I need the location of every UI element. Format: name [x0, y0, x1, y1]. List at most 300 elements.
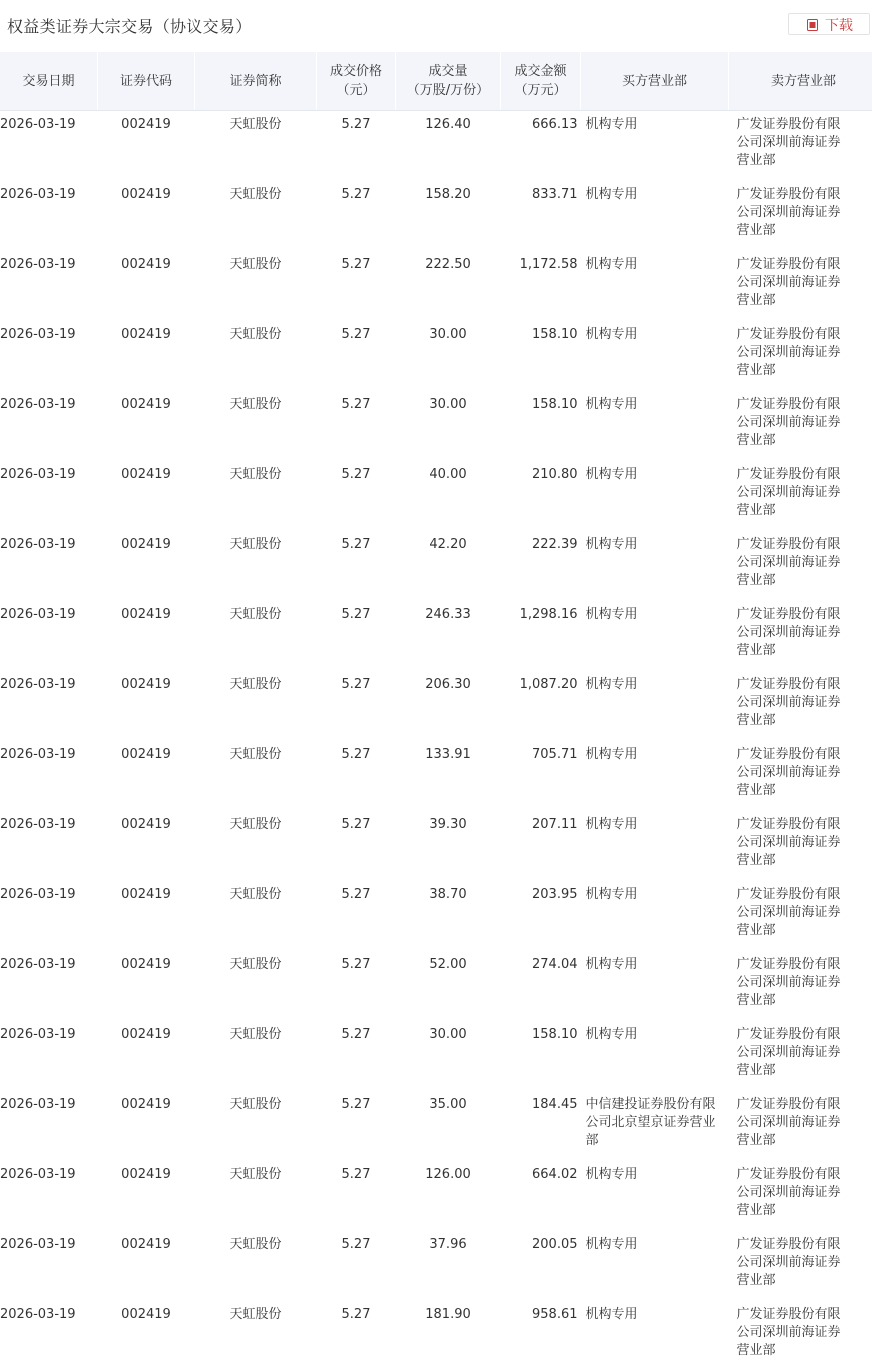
cell-seller [729, 881, 872, 951]
column-header-code: 证券代码 [98, 52, 195, 111]
cell-seller [729, 601, 872, 671]
cell-volume [396, 881, 501, 951]
cell-buyer-text: 机构专用 [585, 1236, 638, 1252]
cell-amount-text: 184.45 [532, 1096, 578, 1112]
cell-volume [396, 321, 501, 391]
cell-seller [729, 671, 872, 741]
cell-name [195, 1021, 317, 1091]
cell-volume [396, 601, 501, 671]
cell-amount [501, 601, 581, 671]
table-row [0, 881, 872, 951]
cell-price-text: 5.27 [341, 886, 371, 902]
cell-buyer [581, 881, 729, 951]
cell-seller-text: 广发证券股份有限公司深圳前海证券营业部 [736, 1096, 841, 1148]
cell-amount [501, 1021, 581, 1091]
cell-code-text: 002419 [121, 816, 171, 832]
cell-date-text: 2026-03-19 [0, 606, 76, 622]
download-button[interactable] [788, 13, 870, 35]
cell-buyer [581, 741, 729, 811]
page-header [0, 0, 872, 50]
cell-price-text: 5.27 [341, 676, 371, 692]
table-row [0, 1301, 872, 1371]
cell-seller [729, 1301, 872, 1371]
cell-amount-text: 705.71 [532, 746, 578, 762]
cell-amount [501, 531, 581, 601]
cell-amount-text: 274.04 [532, 956, 578, 972]
cell-buyer [581, 811, 729, 881]
cell-name [195, 671, 317, 741]
cell-name [195, 1161, 317, 1231]
cell-buyer-text: 机构专用 [585, 466, 638, 482]
cell-volume [396, 1021, 501, 1091]
cell-seller-text: 广发证券股份有限公司深圳前海证券营业部 [736, 816, 841, 868]
cell-code [98, 111, 195, 181]
cell-name [195, 181, 317, 251]
table-row [0, 111, 872, 181]
cell-amount-text: 666.13 [532, 117, 578, 132]
cell-name [195, 391, 317, 461]
cell-amount [501, 1091, 581, 1161]
cell-code-text: 002419 [121, 326, 171, 342]
cell-date-text: 2026-03-19 [0, 1306, 76, 1322]
cell-date [0, 391, 98, 461]
table-row [0, 181, 872, 251]
cell-amount [501, 951, 581, 1021]
cell-date-text: 2026-03-19 [0, 396, 76, 412]
cell-code-text: 002419 [121, 1096, 171, 1112]
cell-date [0, 881, 98, 951]
cell-name [195, 741, 317, 811]
cell-date [0, 251, 98, 321]
cell-buyer-text: 机构专用 [585, 746, 638, 762]
cell-name-text: 天虹股份 [229, 886, 282, 902]
cell-buyer-text: 机构专用 [585, 396, 638, 412]
cell-code [98, 1301, 195, 1371]
cell-amount [501, 671, 581, 741]
cell-volume [396, 391, 501, 461]
cell-code [98, 1021, 195, 1091]
cell-date-text: 2026-03-19 [0, 746, 76, 762]
cell-code [98, 1231, 195, 1301]
cell-amount-text: 222.39 [532, 536, 578, 552]
cell-buyer [581, 111, 729, 181]
cell-price [317, 811, 396, 881]
cell-name-text: 天虹股份 [229, 186, 282, 202]
cell-code-text: 002419 [121, 256, 171, 272]
cell-date-text: 2026-03-19 [0, 536, 76, 552]
cell-date [0, 111, 98, 181]
cell-volume-text: 30.00 [429, 326, 467, 342]
cell-amount-text: 1,172.58 [519, 256, 578, 272]
table-row [0, 531, 872, 601]
cell-price [317, 321, 396, 391]
cell-name [195, 951, 317, 1021]
cell-volume [396, 1091, 501, 1161]
cell-code-text: 002419 [121, 1026, 171, 1042]
cell-date [0, 1301, 98, 1371]
cell-name [195, 251, 317, 321]
cell-price [317, 391, 396, 461]
cell-seller-text: 广发证券股份有限公司深圳前海证券营业部 [736, 536, 841, 588]
cell-date [0, 321, 98, 391]
cell-price [317, 1091, 396, 1161]
cell-price-text: 5.27 [341, 326, 371, 342]
cell-amount [501, 321, 581, 391]
cell-volume [396, 461, 501, 531]
cell-date [0, 671, 98, 741]
cell-price [317, 181, 396, 251]
cell-date-text: 2026-03-19 [0, 256, 76, 272]
cell-seller [729, 531, 872, 601]
cell-buyer [581, 601, 729, 671]
cell-code [98, 181, 195, 251]
table-row [0, 1231, 872, 1301]
cell-seller [729, 1231, 872, 1301]
cell-price [317, 1301, 396, 1371]
cell-seller [729, 321, 872, 391]
cell-volume [396, 671, 501, 741]
cell-price-text: 5.27 [341, 1166, 371, 1182]
cell-buyer [581, 671, 729, 741]
cell-buyer-text: 机构专用 [585, 326, 638, 342]
cell-seller [729, 111, 872, 181]
cell-date-text: 2026-03-19 [0, 1166, 76, 1182]
cell-seller-text: 广发证券股份有限公司深圳前海证券营业部 [736, 396, 841, 448]
cell-seller [729, 1161, 872, 1231]
cell-code [98, 461, 195, 531]
cell-buyer-text: 机构专用 [585, 676, 638, 692]
cell-name-text: 天虹股份 [229, 676, 282, 692]
cell-code-text: 002419 [121, 396, 171, 412]
cell-name-text: 天虹股份 [229, 1166, 282, 1182]
cell-code [98, 601, 195, 671]
cell-price [317, 111, 396, 181]
table-row [0, 951, 872, 1021]
cell-volume-text: 206.30 [425, 676, 471, 692]
cell-amount-text: 200.05 [532, 1236, 578, 1252]
cell-price-text: 5.27 [341, 956, 371, 972]
cell-buyer [581, 461, 729, 531]
cell-amount [501, 251, 581, 321]
cell-name-text: 天虹股份 [229, 396, 282, 412]
cell-buyer-text: 机构专用 [585, 117, 638, 132]
cell-price [317, 461, 396, 531]
cell-volume-text: 30.00 [429, 1026, 467, 1042]
table-row [0, 671, 872, 741]
cell-seller-text: 广发证券股份有限公司深圳前海证券营业部 [736, 186, 841, 238]
cell-code [98, 951, 195, 1021]
cell-amount [501, 881, 581, 951]
cell-name-text: 天虹股份 [229, 816, 282, 832]
cell-amount [501, 391, 581, 461]
cell-name-text: 天虹股份 [229, 536, 282, 552]
cell-seller-text: 广发证券股份有限公司深圳前海证券营业部 [736, 676, 841, 728]
table-row [0, 321, 872, 391]
cell-amount-text: 158.10 [532, 1026, 578, 1042]
cell-seller-text: 广发证券股份有限公司深圳前海证券营业部 [736, 256, 841, 308]
download-label: 下载 [825, 17, 853, 33]
cell-code-text: 002419 [121, 606, 171, 622]
cell-date-text: 2026-03-19 [0, 186, 76, 202]
cell-volume-text: 158.20 [425, 186, 471, 202]
cell-name [195, 811, 317, 881]
cell-amount-text: 664.02 [532, 1166, 578, 1182]
block-trade-table [0, 52, 872, 1371]
cell-buyer [581, 951, 729, 1021]
cell-name [195, 111, 317, 181]
cell-volume-text: 40.00 [429, 466, 467, 482]
cell-buyer [581, 1231, 729, 1301]
cell-seller [729, 391, 872, 461]
cell-volume [396, 181, 501, 251]
cell-price-text: 5.27 [341, 1026, 371, 1042]
table-body [0, 111, 872, 1371]
cell-price [317, 251, 396, 321]
cell-price-text: 5.27 [341, 746, 371, 762]
cell-volume-text: 38.70 [429, 886, 467, 902]
table-row [0, 391, 872, 461]
cell-name [195, 1091, 317, 1161]
cell-volume-text: 52.00 [429, 956, 467, 972]
cell-amount [501, 741, 581, 811]
cell-price-text: 5.27 [341, 117, 371, 132]
cell-seller-text: 广发证券股份有限公司深圳前海证券营业部 [736, 746, 841, 798]
cell-code-text: 002419 [121, 746, 171, 762]
cell-code-text: 002419 [121, 886, 171, 902]
table-row [0, 1021, 872, 1091]
cell-price [317, 531, 396, 601]
cell-name [195, 461, 317, 531]
cell-name [195, 1301, 317, 1371]
cell-seller-text: 广发证券股份有限公司深圳前海证券营业部 [736, 1236, 841, 1288]
cell-buyer-text: 中信建投证券股份有限公司北京望京证券营业部 [585, 1096, 716, 1148]
table-row [0, 811, 872, 881]
cell-volume-text: 42.20 [429, 536, 467, 552]
cell-price-text: 5.27 [341, 816, 371, 832]
cell-volume [396, 1161, 501, 1231]
cell-volume [396, 111, 501, 181]
cell-date-text: 2026-03-19 [0, 886, 76, 902]
cell-volume [396, 811, 501, 881]
cell-date-text: 2026-03-19 [0, 117, 76, 132]
cell-date [0, 531, 98, 601]
cell-date-text: 2026-03-19 [0, 326, 76, 342]
cell-date-text: 2026-03-19 [0, 1026, 76, 1042]
cell-code [98, 671, 195, 741]
table-row [0, 1161, 872, 1231]
cell-date [0, 601, 98, 671]
cell-date-text: 2026-03-19 [0, 956, 76, 972]
cell-buyer-text: 机构专用 [585, 1026, 638, 1042]
cell-price [317, 741, 396, 811]
cell-amount [501, 111, 581, 181]
cell-buyer [581, 391, 729, 461]
cell-seller-text: 广发证券股份有限公司深圳前海证券营业部 [736, 606, 841, 658]
column-header-price: 成交价格 （元） [317, 52, 396, 111]
cell-volume [396, 251, 501, 321]
cell-seller-text: 广发证券股份有限公司深圳前海证券营业部 [736, 326, 841, 378]
cell-code [98, 741, 195, 811]
cell-price-text: 5.27 [341, 1096, 371, 1112]
cell-date [0, 461, 98, 531]
cell-buyer-text: 机构专用 [585, 956, 638, 972]
cell-name [195, 531, 317, 601]
cell-price [317, 671, 396, 741]
cell-name-text: 天虹股份 [229, 746, 282, 762]
cell-seller [729, 741, 872, 811]
table-row [0, 601, 872, 671]
cell-buyer-text: 机构专用 [585, 816, 638, 832]
cell-date [0, 1091, 98, 1161]
cell-name-text: 天虹股份 [229, 326, 282, 342]
cell-price-text: 5.27 [341, 536, 371, 552]
cell-volume [396, 741, 501, 811]
cell-seller [729, 251, 872, 321]
cell-buyer-text: 机构专用 [585, 886, 638, 902]
cell-code-text: 002419 [121, 1236, 171, 1252]
cell-price-text: 5.27 [341, 1236, 371, 1252]
column-header-buyer: 买方营业部 [581, 52, 729, 111]
cell-buyer [581, 321, 729, 391]
cell-seller [729, 181, 872, 251]
cell-date [0, 181, 98, 251]
cell-seller-text: 广发证券股份有限公司深圳前海证券营业部 [736, 956, 841, 1008]
cell-volume-text: 30.00 [429, 396, 467, 412]
cell-amount [501, 1161, 581, 1231]
cell-name-text: 天虹股份 [229, 1236, 282, 1252]
cell-date-text: 2026-03-19 [0, 1096, 76, 1112]
cell-price [317, 1021, 396, 1091]
cell-seller [729, 1091, 872, 1161]
download-icon [807, 18, 818, 30]
cell-code [98, 811, 195, 881]
cell-volume-text: 37.96 [429, 1236, 467, 1252]
cell-price [317, 951, 396, 1021]
cell-seller-text: 广发证券股份有限公司深圳前海证券营业部 [736, 466, 841, 518]
cell-code [98, 1091, 195, 1161]
cell-volume-text: 181.90 [425, 1306, 471, 1322]
cell-amount-text: 833.71 [532, 186, 578, 202]
cell-name-text: 天虹股份 [229, 117, 282, 132]
cell-name [195, 881, 317, 951]
cell-date-text: 2026-03-19 [0, 1236, 76, 1252]
cell-amount [501, 811, 581, 881]
cell-buyer [581, 531, 729, 601]
cell-buyer-text: 机构专用 [585, 606, 638, 622]
page-title: 权益类证券大宗交易（协议交易） [7, 17, 252, 36]
table-row [0, 741, 872, 811]
cell-seller [729, 1021, 872, 1091]
cell-amount [501, 461, 581, 531]
cell-code [98, 321, 195, 391]
cell-seller [729, 811, 872, 881]
cell-buyer [581, 1091, 729, 1161]
table-header [0, 52, 872, 111]
cell-volume [396, 1231, 501, 1301]
cell-volume-text: 126.40 [425, 117, 471, 132]
cell-amount-text: 207.11 [532, 816, 578, 832]
cell-date [0, 1021, 98, 1091]
cell-code-text: 002419 [121, 466, 171, 482]
cell-name-text: 天虹股份 [229, 466, 282, 482]
cell-amount [501, 181, 581, 251]
cell-code-text: 002419 [121, 956, 171, 972]
cell-volume-text: 133.91 [425, 746, 471, 762]
cell-name [195, 321, 317, 391]
cell-price-text: 5.27 [341, 256, 371, 272]
cell-amount-text: 1,087.20 [519, 676, 578, 692]
cell-code-text: 002419 [121, 1166, 171, 1182]
cell-price [317, 1161, 396, 1231]
table-row [0, 1091, 872, 1161]
cell-code-text: 002419 [121, 536, 171, 552]
cell-buyer-text: 机构专用 [585, 256, 638, 272]
cell-amount-text: 158.10 [532, 396, 578, 412]
cell-amount-text: 958.61 [532, 1306, 578, 1322]
cell-amount-text: 210.80 [532, 466, 578, 482]
cell-buyer-text: 机构专用 [585, 186, 638, 202]
table-row [0, 461, 872, 531]
cell-volume-text: 246.33 [425, 606, 471, 622]
cell-volume [396, 951, 501, 1021]
column-header-volume: 成交量 （万股/万份） [396, 52, 501, 111]
cell-volume [396, 531, 501, 601]
cell-buyer-text: 机构专用 [585, 1166, 638, 1182]
cell-seller-text: 广发证券股份有限公司深圳前海证券营业部 [736, 1026, 841, 1078]
cell-code [98, 1161, 195, 1231]
cell-code-text: 002419 [121, 186, 171, 202]
cell-seller-text: 广发证券股份有限公司深圳前海证券营业部 [736, 117, 841, 168]
cell-code-text: 002419 [121, 676, 171, 692]
cell-price-text: 5.27 [341, 1306, 371, 1322]
cell-name-text: 天虹股份 [229, 606, 282, 622]
cell-seller-text: 广发证券股份有限公司深圳前海证券营业部 [736, 1306, 841, 1358]
cell-code-text: 002419 [121, 117, 171, 132]
cell-date [0, 1161, 98, 1231]
cell-price-text: 5.27 [341, 606, 371, 622]
cell-buyer-text: 机构专用 [585, 536, 638, 552]
cell-date [0, 811, 98, 881]
cell-buyer [581, 1161, 729, 1231]
cell-code [98, 881, 195, 951]
cell-price [317, 1231, 396, 1301]
cell-date [0, 951, 98, 1021]
cell-code-text: 002419 [121, 1306, 171, 1322]
cell-name-text: 天虹股份 [229, 1026, 282, 1042]
cell-date-text: 2026-03-19 [0, 816, 76, 832]
column-header-name: 证券简称 [195, 52, 317, 111]
cell-price-text: 5.27 [341, 396, 371, 412]
cell-date [0, 741, 98, 811]
cell-price-text: 5.27 [341, 466, 371, 482]
cell-code [98, 251, 195, 321]
cell-amount-text: 203.95 [532, 886, 578, 902]
cell-amount [501, 1301, 581, 1371]
cell-name [195, 601, 317, 671]
cell-seller [729, 461, 872, 531]
column-header-seller: 卖方营业部 [729, 52, 872, 111]
column-header-amount: 成交金额 （万元） [501, 52, 581, 111]
cell-name-text: 天虹股份 [229, 256, 282, 272]
cell-buyer [581, 181, 729, 251]
cell-name-text: 天虹股份 [229, 1096, 282, 1112]
cell-price [317, 881, 396, 951]
cell-date [0, 1231, 98, 1301]
cell-seller [729, 951, 872, 1021]
cell-volume-text: 222.50 [425, 256, 471, 272]
cell-buyer [581, 1021, 729, 1091]
cell-buyer-text: 机构专用 [585, 1306, 638, 1322]
